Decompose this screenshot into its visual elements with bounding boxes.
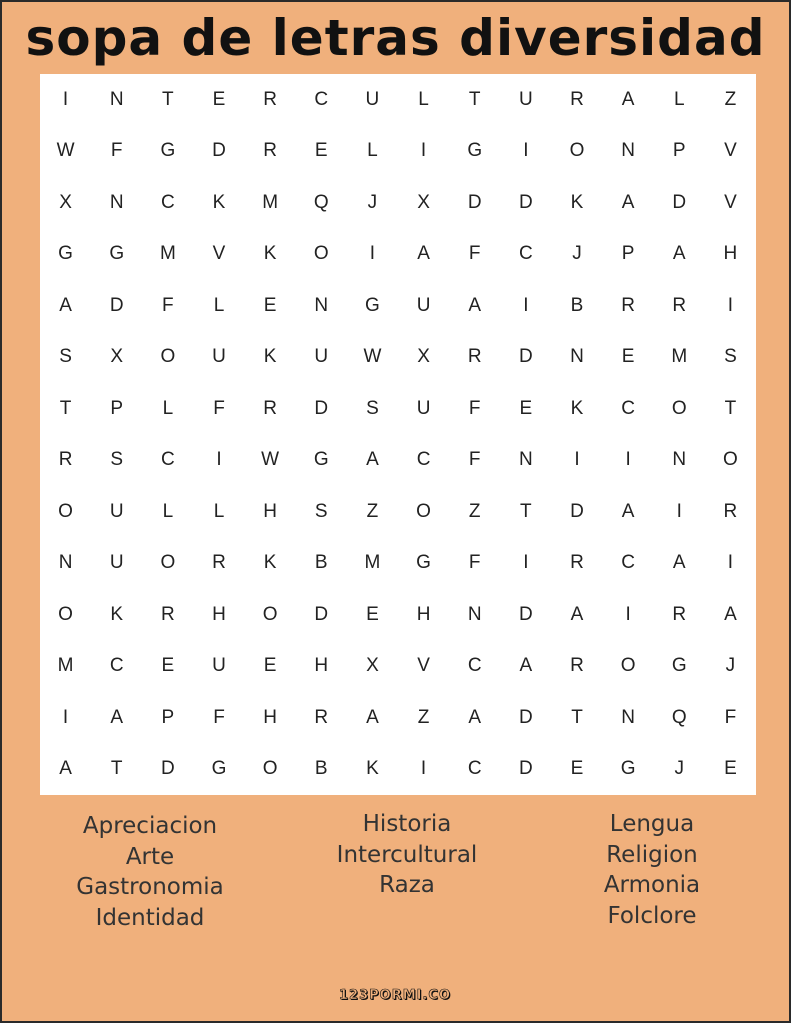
grid-cell[interactable]: W xyxy=(261,449,280,471)
grid-cell[interactable]: C xyxy=(416,449,431,471)
grid-cell[interactable]: N xyxy=(109,88,124,110)
grid-cell[interactable]: D xyxy=(518,706,533,728)
grid-cell[interactable]: G xyxy=(58,243,73,265)
grid-cell[interactable]: L xyxy=(162,500,174,522)
grid-cell[interactable]: T xyxy=(59,397,72,419)
grid-cell[interactable]: D xyxy=(518,758,533,780)
word-list-item: Arte xyxy=(125,843,175,870)
grid-cell[interactable]: O xyxy=(313,243,329,265)
grid-cell[interactable]: E xyxy=(263,294,277,316)
grid-cell[interactable]: R xyxy=(570,88,584,110)
grid-cell[interactable]: N xyxy=(621,706,635,728)
grid-cell[interactable]: D xyxy=(518,603,533,625)
grid-cell[interactable]: R xyxy=(570,655,584,677)
grid-cell[interactable]: C xyxy=(160,449,175,471)
grid-cell[interactable]: J xyxy=(725,655,736,677)
grid-cell[interactable]: A xyxy=(672,243,686,265)
grid-cell[interactable]: C xyxy=(109,655,124,677)
grid-cell[interactable]: S xyxy=(366,397,379,419)
grid-cell[interactable]: D xyxy=(570,500,584,522)
grid-cell[interactable]: S xyxy=(110,449,124,471)
grid-cell[interactable]: M xyxy=(159,243,176,265)
grid-cell[interactable]: F xyxy=(213,397,225,419)
grid-cell[interactable]: N xyxy=(570,346,584,368)
word-list-item: Intercultural xyxy=(336,841,478,868)
grid-cell[interactable]: T xyxy=(162,88,174,110)
grid-cell[interactable]: R xyxy=(263,140,277,162)
grid-cell[interactable]: K xyxy=(263,346,277,368)
grid-cell[interactable]: N xyxy=(518,449,533,471)
grid-cell[interactable]: R xyxy=(570,552,584,574)
grid-cell[interactable]: T xyxy=(110,758,123,780)
grid-cell[interactable]: R xyxy=(467,346,482,368)
grid-cell[interactable]: S xyxy=(59,346,72,368)
grid-cell[interactable]: D xyxy=(109,294,124,316)
grid-cell[interactable]: J xyxy=(572,243,582,265)
grid-cell[interactable]: U xyxy=(365,88,380,110)
grid-cell[interactable]: F xyxy=(468,243,481,265)
grid-cell[interactable]: C xyxy=(518,243,533,265)
grid-cell[interactable]: J xyxy=(367,191,378,213)
grid-cell[interactable]: Z xyxy=(417,706,430,728)
word-list-item: Folclore xyxy=(607,902,697,929)
word-search-panel xyxy=(40,74,756,795)
grid-cell[interactable]: I xyxy=(62,706,69,728)
grid-cell[interactable]: O xyxy=(262,603,278,625)
grid-cell[interactable]: I xyxy=(216,449,222,471)
grid-cell[interactable]: N xyxy=(467,603,482,625)
grid-cell[interactable]: Q xyxy=(313,191,329,213)
grid-cell[interactable]: K xyxy=(366,758,379,780)
grid-cell[interactable]: A xyxy=(468,294,482,316)
grid-cell[interactable]: A xyxy=(417,243,430,265)
grid-cell[interactable]: X xyxy=(366,655,379,677)
grid-cell[interactable]: C xyxy=(314,88,329,110)
grid-cell[interactable]: R xyxy=(212,552,226,574)
grid-cell[interactable]: D xyxy=(672,191,687,213)
grid-cell[interactable]: C xyxy=(621,397,635,419)
grid-cell[interactable]: E xyxy=(724,758,737,780)
grid-cell[interactable]: C xyxy=(467,655,482,677)
grid-cell[interactable]: B xyxy=(314,758,328,780)
grid-cell[interactable]: E xyxy=(212,88,226,110)
grid-cell[interactable]: N xyxy=(58,552,73,574)
grid-cell[interactable]: P xyxy=(672,140,686,162)
grid-cell[interactable]: D xyxy=(518,191,533,213)
grid-cell[interactable]: I xyxy=(727,552,734,574)
grid-cell[interactable]: F xyxy=(468,449,481,471)
grid-cell[interactable]: A xyxy=(59,758,72,780)
grid-cell[interactable]: F xyxy=(110,140,123,162)
grid-cell[interactable]: H xyxy=(416,603,431,625)
grid-cell[interactable]: I xyxy=(523,294,529,316)
grid-cell[interactable]: M xyxy=(364,552,381,574)
grid-cell[interactable]: U xyxy=(212,346,226,368)
grid-cell[interactable]: Q xyxy=(671,706,687,728)
grid-cell[interactable]: K xyxy=(570,191,584,213)
word-list-item: Raza xyxy=(379,872,435,898)
grid-cell[interactable]: G xyxy=(365,294,380,316)
grid-cell[interactable]: J xyxy=(674,758,685,780)
grid-cell[interactable]: T xyxy=(468,88,481,110)
grid-cell[interactable]: X xyxy=(417,346,430,368)
grid-cell[interactable]: G xyxy=(467,140,483,162)
grid-cell[interactable]: E xyxy=(570,758,584,780)
grid-cell[interactable]: A xyxy=(724,603,737,625)
grid-cell[interactable]: E xyxy=(314,140,328,162)
grid-cell[interactable]: T xyxy=(724,397,737,419)
brand-logo: 123PORMI.CO xyxy=(338,988,452,1003)
grid-cell[interactable]: A xyxy=(468,706,482,728)
grid-cell[interactable]: U xyxy=(109,552,124,574)
grid-cell[interactable]: G xyxy=(671,655,687,677)
grid-cell[interactable]: G xyxy=(211,758,227,780)
grid-cell[interactable]: G xyxy=(109,243,125,265)
grid-cell[interactable]: R xyxy=(672,603,687,625)
word-list-item: Gastronomia xyxy=(76,874,224,900)
grid-cell[interactable]: X xyxy=(59,191,72,213)
grid-cell[interactable]: L xyxy=(673,88,685,110)
grid-cell[interactable]: W xyxy=(56,140,75,162)
grid-cell[interactable]: V xyxy=(724,140,737,162)
grid-cell[interactable]: N xyxy=(621,140,635,162)
grid-cell[interactable]: O xyxy=(569,140,585,162)
grid-cell[interactable]: I xyxy=(62,88,69,110)
grid-cell[interactable]: X xyxy=(417,191,430,213)
grid-cell[interactable]: K xyxy=(570,397,584,419)
grid-cell[interactable]: O xyxy=(671,397,687,419)
grid-cell[interactable]: S xyxy=(314,500,328,522)
grid-cell[interactable]: H xyxy=(314,655,329,677)
grid-cell[interactable]: C xyxy=(621,552,635,574)
grid-cell[interactable]: G xyxy=(160,140,176,162)
grid-cell[interactable]: P xyxy=(621,243,635,265)
grid-cell[interactable]: D xyxy=(518,346,533,368)
word-list-column-1 xyxy=(50,811,250,933)
grid-cell[interactable]: O xyxy=(58,500,73,522)
grid-cell[interactable]: R xyxy=(314,706,329,728)
grid-cell[interactable]: E xyxy=(161,655,175,677)
grid-cell[interactable]: A xyxy=(621,191,635,213)
grid-cell[interactable]: I xyxy=(523,140,529,162)
grid-cell[interactable]: A xyxy=(570,603,584,625)
grid-cell[interactable]: S xyxy=(724,346,737,368)
grid-cell[interactable]: L xyxy=(367,140,378,162)
grid-cell[interactable]: Z xyxy=(724,88,737,110)
grid-cell[interactable]: C xyxy=(160,191,175,213)
grid-cell[interactable]: E xyxy=(621,346,635,368)
grid-cell[interactable]: P xyxy=(161,706,175,728)
grid-cell[interactable]: M xyxy=(671,346,688,368)
grid-cell[interactable]: Z xyxy=(468,500,481,522)
grid-cell[interactable]: C xyxy=(467,758,482,780)
grid-cell[interactable]: A xyxy=(621,88,635,110)
letter-grid xyxy=(40,74,756,795)
grid-cell[interactable]: K xyxy=(263,243,277,265)
word-list-column-3 xyxy=(552,809,752,931)
grid-cell[interactable]: K xyxy=(263,552,277,574)
grid-cell[interactable]: A xyxy=(672,552,686,574)
grid-cell[interactable]: I xyxy=(420,140,427,162)
grid-cell[interactable]: W xyxy=(363,346,382,368)
grid-cell[interactable]: H xyxy=(263,706,277,728)
grid-cell[interactable]: R xyxy=(58,449,73,471)
grid-cell[interactable]: E xyxy=(263,655,277,677)
grid-cell[interactable]: I xyxy=(420,758,427,780)
grid-cell[interactable]: U xyxy=(416,397,431,419)
grid-cell[interactable]: T xyxy=(520,500,532,522)
grid-cell[interactable]: R xyxy=(263,397,277,419)
grid-cell[interactable]: U xyxy=(518,88,533,110)
grid-cell[interactable]: O xyxy=(160,346,176,368)
grid-cell[interactable]: L xyxy=(213,500,225,522)
grid-cell[interactable]: O xyxy=(723,449,738,471)
grid-cell[interactable]: F xyxy=(724,706,737,728)
word-list-item: Armonia xyxy=(603,872,701,898)
grid-cell[interactable]: G xyxy=(620,758,636,780)
word-list-item: Identidad xyxy=(95,904,205,931)
grid-cell[interactable]: I xyxy=(369,243,376,265)
grid-cell[interactable]: Z xyxy=(366,500,379,522)
grid-cell[interactable]: G xyxy=(416,552,431,574)
grid-cell[interactable]: O xyxy=(58,603,73,625)
grid-cell[interactable]: H xyxy=(723,243,738,265)
grid-cell[interactable]: I xyxy=(625,449,631,471)
grid-cell[interactable]: O xyxy=(620,655,636,677)
grid-cell[interactable]: L xyxy=(162,397,174,419)
grid-cell[interactable]: A xyxy=(621,500,635,522)
grid-cell[interactable]: R xyxy=(672,294,687,316)
grid-cell[interactable]: F xyxy=(468,397,481,419)
grid-cell[interactable]: N xyxy=(109,191,124,213)
grid-cell[interactable]: F xyxy=(468,552,481,574)
grid-cell[interactable]: V xyxy=(417,655,430,677)
grid-cell[interactable]: G xyxy=(313,449,329,471)
word-list-item: Historia xyxy=(362,811,452,837)
grid-cell[interactable]: F xyxy=(213,706,225,728)
grid-cell[interactable]: R xyxy=(621,294,635,316)
grid-cell[interactable]: K xyxy=(212,191,226,213)
grid-cell[interactable]: M xyxy=(262,191,279,213)
grid-cell[interactable]: L xyxy=(213,294,225,316)
grid-cell[interactable]: P xyxy=(110,397,124,419)
grid-cell[interactable]: E xyxy=(519,397,533,419)
grid-cell[interactable]: D xyxy=(160,758,175,780)
grid-cell[interactable]: A xyxy=(366,449,379,471)
grid-cell[interactable]: I xyxy=(574,449,580,471)
grid-cell[interactable]: U xyxy=(314,346,329,368)
page-title: sopa de letras diversidad xyxy=(25,9,766,67)
grid-cell[interactable]: D xyxy=(314,397,329,419)
word-list-column-2 xyxy=(307,809,507,901)
word-list-item: Apreciacion xyxy=(82,813,218,839)
grid-cell[interactable]: D xyxy=(212,140,226,162)
grid-cell[interactable]: I xyxy=(727,294,734,316)
grid-cell[interactable]: A xyxy=(366,706,379,728)
grid-cell[interactable]: U xyxy=(212,655,226,677)
grid-cell[interactable]: L xyxy=(418,88,429,110)
grid-cell[interactable]: F xyxy=(162,294,174,316)
grid-cell[interactable]: V xyxy=(724,191,737,213)
grid-cell[interactable]: I xyxy=(676,500,682,522)
grid-cell[interactable]: T xyxy=(571,706,583,728)
grid-cell[interactable]: D xyxy=(467,191,482,213)
grid-cell[interactable]: O xyxy=(416,500,431,522)
grid-cell[interactable]: O xyxy=(160,552,176,574)
grid-cell[interactable]: E xyxy=(366,603,379,625)
grid-cell[interactable]: D xyxy=(314,603,329,625)
grid-cell[interactable]: N xyxy=(314,294,329,316)
word-list-item: Lengua xyxy=(609,811,695,837)
grid-cell[interactable]: K xyxy=(110,603,124,625)
grid-cell[interactable]: B xyxy=(570,294,584,316)
grid-cell[interactable]: A xyxy=(519,655,533,677)
grid-cell[interactable]: A xyxy=(110,706,124,728)
grid-cell[interactable]: U xyxy=(109,500,124,522)
grid-cell[interactable]: R xyxy=(263,88,277,110)
grid-cell[interactable]: R xyxy=(723,500,738,522)
grid-cell[interactable]: H xyxy=(212,603,226,625)
grid-cell[interactable]: M xyxy=(57,655,74,677)
grid-cell[interactable]: I xyxy=(523,552,529,574)
grid-cell[interactable]: O xyxy=(262,758,278,780)
grid-cell[interactable]: X xyxy=(110,346,124,368)
grid-cell[interactable]: B xyxy=(314,552,328,574)
word-list-item: Religion xyxy=(606,841,698,868)
grid-cell[interactable]: U xyxy=(416,294,431,316)
grid-cell[interactable]: A xyxy=(59,294,72,316)
grid-cell[interactable]: N xyxy=(672,449,687,471)
grid-cell[interactable]: H xyxy=(263,500,277,522)
grid-cell[interactable]: V xyxy=(212,243,226,265)
grid-cell[interactable]: R xyxy=(160,603,175,625)
grid-cell[interactable]: I xyxy=(625,603,631,625)
